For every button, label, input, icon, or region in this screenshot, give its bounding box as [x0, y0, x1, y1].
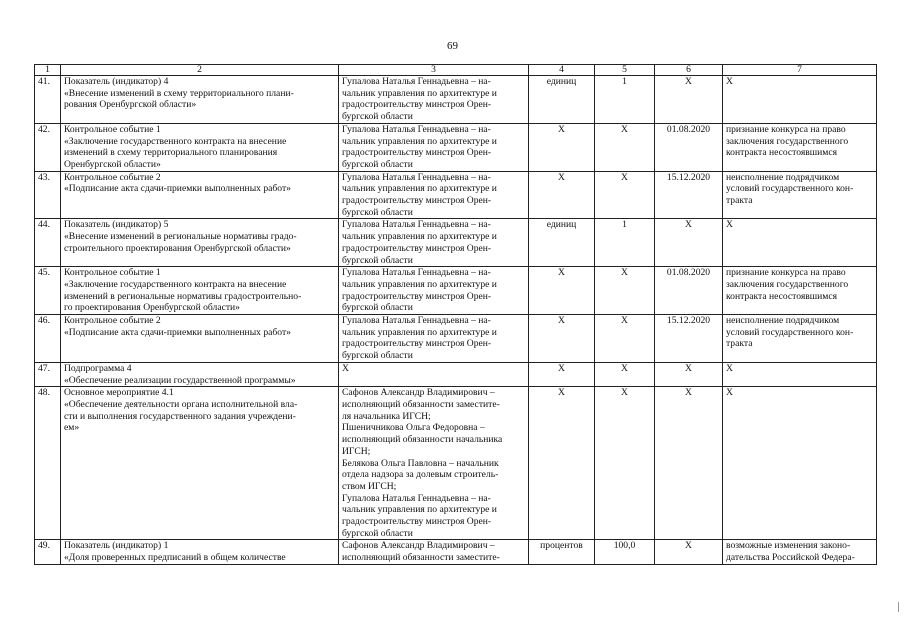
resp-line: градостроительству минстроя Орен- [342, 99, 492, 111]
date-cell: X [655, 540, 723, 564]
risk-note [723, 219, 877, 267]
resp-line: бургской области [342, 350, 413, 362]
name-line: Показатель (индикатор) 5 [64, 219, 169, 231]
resp-line: Белякова Ольга Павловна – начальник [342, 457, 499, 469]
row-number: 46. [35, 315, 61, 363]
name-line: го проектирования Оренбургской области» [64, 302, 240, 314]
header-cell: 5 [595, 65, 655, 76]
name-line: Подпрограмма 4 [64, 362, 132, 374]
resp-line: бургской области [342, 254, 413, 266]
unit-cell: X [529, 171, 595, 219]
table-row [35, 171, 877, 219]
risk-note [723, 387, 877, 540]
resp-line: исполняющий обязанности начальника [342, 434, 503, 446]
note-line: неисполнение подрядчиком [726, 315, 840, 327]
name-line: «Подписание акта сдачи-приемки выполненных работ» [64, 183, 291, 195]
name-line: Показатель (индикатор) 1 [64, 540, 169, 552]
resp-line: бургской области [342, 302, 413, 314]
note-line: неисполнение подрядчиком [726, 171, 840, 183]
row-number: 47. [35, 362, 61, 386]
unit-cell: единиц [529, 219, 595, 267]
header-cell: 3 [339, 65, 529, 76]
resp-line: Гупалова Наталья Геннадьевна – на- [342, 219, 491, 231]
note-line: заключения государственного [726, 135, 849, 147]
row-number: 41. [35, 76, 61, 124]
unit-cell: единиц [529, 76, 595, 124]
note-line: условий государственного кон- [726, 326, 854, 338]
resp-line: градостроительству минстроя Орен- [342, 338, 492, 350]
note-line: условий государственного кон- [726, 183, 854, 195]
name-line: Основное мероприятие 4.1 [64, 387, 174, 399]
value-cell: 1 [595, 219, 655, 267]
resp-line: чальник управления по архитектуре и [342, 135, 497, 147]
resp-line: Пшеничникова Ольга Федоровна – [342, 422, 485, 434]
resp-line: чальник управления по архитектуре и [342, 183, 497, 195]
indicator-name [61, 540, 339, 564]
page-number: 69 [447, 40, 458, 52]
date-cell: 01.08.2020 [655, 267, 723, 315]
name-line: «Обеспечение реализации государственной программы» [64, 374, 296, 386]
name-line: «Подписание акта сдачи-приемки выполненных работ» [64, 326, 291, 338]
date-cell: X [655, 362, 723, 386]
resp-line: исполняющий обязанности заместите- [342, 398, 500, 410]
document-table [34, 64, 877, 565]
name-line: «Внесение изменений в региональные нормативы градо- [64, 231, 297, 243]
indicator-name [61, 171, 339, 219]
note-line: X [726, 219, 733, 231]
note-line: дательства Российской Федера- [726, 552, 855, 564]
resp-line: бургской области [342, 206, 413, 218]
resp-line: Гупалова Наталья Геннадьевна – на- [342, 315, 491, 327]
note-line: контракта несостоявшимся [726, 147, 838, 159]
name-line: сти и выполнения государственного задания учреждени- [64, 410, 296, 422]
date-cell: X [655, 219, 723, 267]
date-cell: 15.12.2020 [655, 171, 723, 219]
resp-line: отдела надзора за долевым строитель- [342, 469, 499, 481]
resp-line: Гупалова Наталья Геннадьевна – на- [342, 171, 491, 183]
risk-note [723, 171, 877, 219]
name-line: «Заключение государственного контракта на внесение [64, 278, 287, 290]
row-number: 42. [35, 123, 61, 171]
value-cell: X [595, 171, 655, 219]
date-cell: X [655, 76, 723, 124]
resp-line: чальник управления по архитектуре и [342, 87, 497, 99]
table-row [35, 362, 877, 386]
indicator-name [61, 267, 339, 315]
resp-line: исполняющий обязанности заместите- [342, 552, 500, 564]
table-row [35, 219, 877, 267]
value-cell: 1 [595, 76, 655, 124]
risk-note [723, 267, 877, 315]
indicator-name [61, 315, 339, 363]
name-line: рования Оренбургской области» [64, 99, 197, 111]
name-line: «Заключение государственного контракта на внесение [64, 135, 287, 147]
risk-note [723, 362, 877, 386]
resp-line: бургской области [342, 111, 413, 123]
risk-note [723, 540, 877, 564]
row-number: 44. [35, 219, 61, 267]
resp-line: градостроительству минстроя Орен- [342, 290, 492, 302]
resp-line: бургской области [342, 158, 413, 170]
note-line: X [726, 387, 733, 399]
value-cell: 100,0 [595, 540, 655, 564]
responsible-person [339, 76, 529, 124]
note-line: тракта [726, 195, 753, 207]
name-line: Контрольное событие 2 [64, 315, 161, 327]
unit-cell: X [529, 123, 595, 171]
responsible-person [339, 540, 529, 564]
resp-line: X [342, 362, 349, 374]
table-row [35, 123, 877, 171]
responsible-person [339, 387, 529, 540]
unit-cell: X [529, 315, 595, 363]
header-row [35, 65, 877, 76]
unit-cell: X [529, 362, 595, 386]
name-line: ем» [64, 422, 80, 434]
resp-line: ИГСН; [342, 445, 371, 457]
row-number: 49. [35, 540, 61, 564]
date-cell: 01.08.2020 [655, 123, 723, 171]
indicator-name [61, 362, 339, 386]
responsible-person [339, 171, 529, 219]
risk-note [723, 76, 877, 124]
resp-line: чальник управления по архитектуре и [342, 326, 497, 338]
date-cell: 15.12.2020 [655, 315, 723, 363]
resp-line: бургской области [342, 527, 413, 539]
header-cell: 2 [61, 65, 339, 76]
resp-line: ством ИГСН; [342, 480, 397, 492]
row-number: 48. [35, 387, 61, 540]
indicator-name [61, 123, 339, 171]
resp-line: Гупалова Наталья Геннадьевна – на- [342, 123, 491, 135]
resp-line: чальник управления по архитектуре и [342, 231, 497, 243]
value-cell: X [595, 387, 655, 540]
unit-cell: X [529, 387, 595, 540]
table-row [35, 267, 877, 315]
header-cell: 6 [655, 65, 723, 76]
row-number: 45. [35, 267, 61, 315]
responsible-person [339, 315, 529, 363]
resp-line: градостроительству минстроя Орен- [342, 195, 492, 207]
row-number: 43. [35, 171, 61, 219]
responsible-person [339, 219, 529, 267]
note-line: возможные изменения законо- [726, 540, 851, 552]
name-line: Контрольное событие 2 [64, 171, 161, 183]
resp-line: градостроительству минстроя Орен- [342, 147, 492, 159]
resp-line: Сафонов Александр Владимирович – [342, 540, 495, 552]
note-line: контракта несостоявшимся [726, 290, 838, 302]
table-row [35, 540, 877, 564]
responsible-person [339, 267, 529, 315]
value-cell: X [595, 315, 655, 363]
name-line: изменений в схему территориального планирования [64, 147, 278, 159]
indicator-name [61, 219, 339, 267]
value-cell: X [595, 123, 655, 171]
note-line: признание конкурса на право [726, 267, 846, 279]
name-line: Контрольное событие 1 [64, 123, 161, 135]
header-cell: 4 [529, 65, 595, 76]
name-line: «Доля проверенных предписаний в общем количестве [64, 552, 286, 564]
name-line: Контрольное событие 1 [64, 267, 161, 279]
unit-cell: X [529, 267, 595, 315]
note-line: X [726, 362, 733, 374]
note-line: признание конкурса на право [726, 123, 846, 135]
table-row [35, 315, 877, 363]
name-line: Показатель (индикатор) 4 [64, 76, 169, 87]
resp-line: чальник управления по архитектуре и [342, 504, 497, 516]
name-line: «Обеспечение деятельности органа исполнительной вла- [64, 398, 298, 410]
resp-line: градостроительству минстроя Орен- [342, 516, 492, 528]
name-line: строительного проектирования Оренбургской области» [64, 242, 291, 254]
resp-line: чальник управления по архитектуре и [342, 278, 497, 290]
note-line: заключения государственного [726, 278, 849, 290]
indicator-name [61, 76, 339, 124]
resp-line: Гупалова Наталья Геннадьевна – на- [342, 76, 491, 87]
header-cell: 1 [35, 65, 61, 76]
note-line: тракта [726, 338, 753, 350]
responsible-person [339, 123, 529, 171]
name-line: «Внесение изменений в схему территориального плани- [64, 87, 294, 99]
note-line: X [726, 76, 733, 87]
indicator-name [61, 387, 339, 540]
resp-line: Гупалова Наталья Геннадьевна – на- [342, 492, 491, 504]
responsible-person [339, 362, 529, 386]
risk-note [723, 315, 877, 363]
header-cell: 7 [723, 65, 877, 76]
risk-note [723, 123, 877, 171]
unit-cell: процентов [529, 540, 595, 564]
date-cell: X [655, 387, 723, 540]
resp-line: Сафонов Александр Владимирович – [342, 387, 495, 399]
table-row [35, 387, 877, 540]
resp-line: градостроительству минстроя Орен- [342, 242, 492, 254]
name-line: изменений в региональные нормативы градостроительно- [64, 290, 302, 302]
value-cell: X [595, 267, 655, 315]
value-cell: X [595, 362, 655, 386]
resp-line: Гупалова Наталья Геннадьевна – на- [342, 267, 491, 279]
name-line: Оренбургской области» [64, 158, 161, 170]
resp-line: ля начальника ИГСН; [342, 410, 431, 422]
table-row [35, 76, 877, 124]
page-edge-mark [898, 602, 899, 612]
